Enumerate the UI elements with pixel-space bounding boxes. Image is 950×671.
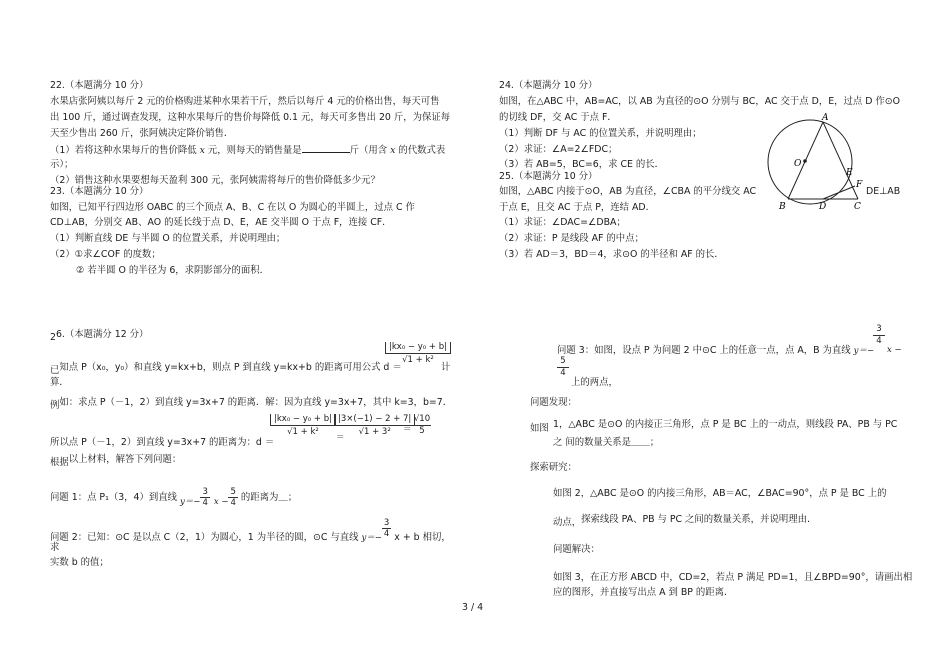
q26-problem3-b: y＝− xyxy=(853,346,875,356)
fraction-3-4-b-den: 4 xyxy=(383,529,390,539)
q26-problem2-d: 求 xyxy=(50,542,60,553)
label-a: A xyxy=(822,113,829,123)
q23-part2a: （2）①求∠COF 的度数； xyxy=(50,249,161,260)
q23-line2: CD⊥AB，分别交 AB、AO 的延长线于点 D、E，AE 交半圆 O 于点 F，连接 CF． xyxy=(50,217,392,228)
q26-example-b: 如：求点 P（－1，2）到直线 y=3x+7 的距离．解：因为直线 y=3x+7，其中 k=3，b=7． xyxy=(59,397,453,408)
q26-problem2-e: 实数 b 的值； xyxy=(50,557,109,568)
q22-var-x2: x xyxy=(390,145,396,156)
q25-header: 25.（本题满分 10 分） xyxy=(499,171,598,182)
fraction-5-4-den: 4 xyxy=(230,498,236,508)
q25-part1: （1）求证：∠DAC=∠DBA； xyxy=(499,217,626,228)
solve-heading: 问题解决： xyxy=(553,544,600,555)
example-result-num: √10 xyxy=(413,414,431,424)
explore-line2-b: 探索线段 PA、PB 与 PC 之间的数量关系，并说明理由. xyxy=(581,514,810,525)
circle-triangle-figure xyxy=(760,108,880,216)
q26-problem3-a: 问题 3：如图，设点 P 为问题 2 中⊙C 上的任意一点，点 A，B 为直线 xyxy=(557,345,854,356)
q22-line2: 出 100 斤，通过调查发现，这种水果每斤的售价每降低 0.1 元，每天可多售出 20 斤，为保证每 xyxy=(50,112,451,123)
equals-1: ＝ xyxy=(336,433,345,443)
q22-part2: （2）销售这种水果要想每天盈利 300 元，张阿姨需将每斤的售价降低多少元？ xyxy=(50,175,380,186)
example-formula xyxy=(270,414,336,438)
q26-intro-a: 已 xyxy=(50,365,60,376)
q25-part2: （2）求证：P 是线段 AF 的中点； xyxy=(499,233,644,244)
fraction-3-4-num: 3 xyxy=(202,487,208,497)
q24-part2: （2）求证：∠A=2∠FDC； xyxy=(499,144,618,155)
figure-circle xyxy=(768,120,852,204)
explore-heading: 探索研究： xyxy=(530,462,577,473)
example-formula-den: √1 + k² xyxy=(270,425,336,438)
q26-example-a: 例 xyxy=(50,400,60,411)
fraction-3-4-den: 4 xyxy=(202,498,208,508)
fraction-3-4-b xyxy=(382,518,391,539)
q26-problem1-a: 问题 1：点 P₁（3，4）到直线 xyxy=(50,492,180,503)
q26-basis-b: 以上材料，解答下列问题： xyxy=(68,454,182,465)
solve-line1: 如图 3，在正方形 ABCD 中，CD=2，若点 P 满足 PD=1，且∠BPD=90°，请画出相 xyxy=(553,572,913,583)
fraction-5-4-c xyxy=(557,356,569,379)
explore-line2 xyxy=(553,513,810,526)
example-result xyxy=(413,414,431,437)
q26-problem3 xyxy=(557,344,874,358)
label-o: O xyxy=(794,159,802,169)
discover-fig1-a: 如图 xyxy=(530,423,549,434)
q22-part1-c: 斤（用含 xyxy=(349,145,391,156)
q22-part1-a: （1）若将这种水果每斤的售价降低 xyxy=(50,145,200,156)
equals-2: ＝ xyxy=(403,425,412,435)
q22-part1-d: 的代数式表 xyxy=(395,145,446,156)
distance-formula-num: |kx₀ − y₀ + b| xyxy=(385,342,451,353)
explore-line2-a: 动点， xyxy=(553,517,582,528)
q24-line1: 如图，在△ABC 中，AB=AC，以 AB 为直径的⊙O 分别与 BC，AC 交于点 D，E，过点 D 作⊙O xyxy=(499,96,901,107)
q26-problem2-a: 问题 2：已知：⊙C 是以点 C（2，1）为圆心，1 为半径的圆，⊙C 与直线 xyxy=(50,532,362,543)
figure-svg xyxy=(760,108,880,216)
distance-formula-den: √1 + k² xyxy=(385,353,451,366)
q26-header-prefix: 2 xyxy=(50,332,56,343)
solve-line2: 应的图形，并直接写出点 A 到 BP 的距离． xyxy=(553,587,734,598)
fraction-3-4-c-num: 3 xyxy=(876,324,882,334)
q26-so-line: 所以点 P（－1，2）到直线 y=3x+7 的距离为：d ＝ xyxy=(50,437,275,448)
q22-var-x: x xyxy=(199,145,205,156)
q26-problem1-d: 的距离为＿； xyxy=(237,492,298,503)
q26-problem2-c: x + b 相切， xyxy=(391,532,451,543)
fraction-3-4 xyxy=(200,487,209,508)
q26-intro-b: 知点 P（x₀，y₀）和直线 y=kx+b，则点 P 到直线 y=kx+b 的距离可用公式 d ＝ xyxy=(59,362,402,373)
q26-problem3-c: x − xyxy=(887,345,902,355)
label-e: E xyxy=(846,168,853,178)
example-substituted-num: |3×(−1) − 2 + 7| xyxy=(334,414,415,425)
q26-basis-a: 根据 xyxy=(50,457,69,468)
fraction-5-4 xyxy=(228,487,237,508)
label-c: C xyxy=(854,202,861,212)
q26-header xyxy=(50,328,148,341)
q26-problem1 xyxy=(50,487,297,508)
q22-answer-blank[interactable] xyxy=(302,143,350,153)
q22-header: 22.（本题满分 10 分） xyxy=(50,80,149,91)
q26-example xyxy=(50,396,452,409)
label-f: F xyxy=(856,180,863,190)
explore-line1: 如图 2，△ABC 是⊙O 的内接三角形，AB＝AC，∠BAC=90°，点 P 是 BC 上的 xyxy=(553,488,887,499)
q22-part1 xyxy=(50,143,445,157)
q23-part1: （1）判断直线 DE 与半圆 O 的位置关系，并说明理由； xyxy=(50,233,286,244)
fraction-3-4-b-num: 3 xyxy=(383,518,390,528)
q26-problem2-b: y＝− xyxy=(361,533,382,543)
fraction-5-4-c-den: 4 xyxy=(557,367,569,379)
q22-part1-b: 元，则每天的销售量是 xyxy=(204,145,302,156)
q26-intro-d: 算． xyxy=(50,377,69,388)
q24-line2: 的切线 DF，交 AC 于点 F． xyxy=(499,112,617,123)
q22-line3: 天至少售出 260 斤，张阿姨决定降价销售． xyxy=(50,128,234,139)
q26-problem3-d: 上的两点， xyxy=(571,377,618,388)
center-point-o xyxy=(803,159,807,163)
q22-line1: 水果店张阿姨以每斤 2 元的价格购进某种水果若干斤，然后以每斤 4 元的价格出售，每天可售 xyxy=(50,96,440,107)
q26-problem1-c: x − xyxy=(213,497,229,507)
tangent-df xyxy=(823,186,855,199)
discover-heading: 问题发现： xyxy=(530,397,577,408)
q25-line2: 于点 E，且交 AC 于点 P，连结 AD． xyxy=(499,202,656,213)
q26-intro xyxy=(50,364,402,377)
q23-line1: 如图，已知平行四边形 OABC 的三个顶点 A、B、C 在以 O 为圆心的半圆上，过点 C 作 xyxy=(50,202,415,213)
fraction-3-4-c xyxy=(873,324,885,347)
page-number: 3 / 4 xyxy=(462,602,484,613)
q24-part3: （3）若 AB=5，BC=6，求 CE 的长． xyxy=(499,159,665,170)
fraction-5-4-num: 5 xyxy=(230,487,236,497)
example-result-den: 5 xyxy=(413,425,431,437)
q26-problem1-b: y＝− xyxy=(180,497,201,507)
fraction-3-4-c-den: 4 xyxy=(873,335,885,347)
q24-header: 24.（本题满分 10 分） xyxy=(499,80,598,91)
discover-fig1-b: 1，△ABC 是⊙O 的内接正三角形，点 P 是 BC 上的一动点，则线段 PA、PB 与 PC xyxy=(553,419,898,430)
label-d: D xyxy=(819,202,827,212)
q26-problem2 xyxy=(50,518,451,548)
q25-line1: 如图，△ABC 内接于⊙O，AB 为直径，∠CBA 的平分线交 AC xyxy=(499,186,757,197)
label-b: B xyxy=(779,202,786,212)
q22-part1-end: 示）； xyxy=(50,159,74,170)
q23-header: 23.（本题满分 10 分） xyxy=(50,186,149,197)
q26-intro-c: 计 xyxy=(441,362,451,373)
discover-fig1-c: 之 间的数量关系是＿＿； xyxy=(553,437,660,448)
example-formula-num: |kx₀ − y₀ + b| xyxy=(270,414,336,425)
q26-header-rest: 6.（本题满分 12 分） xyxy=(55,329,149,340)
q26-basis xyxy=(50,453,181,466)
q23-part2b: ② 若半圆 O 的半径为 6，求阴影部分的面积． xyxy=(76,265,270,276)
fraction-5-4-c-num: 5 xyxy=(560,356,566,366)
q25-line1-right: DE⊥AB xyxy=(866,186,901,197)
q25-part3: （3）若 AD＝3，BD＝4，求⊙O 的半径和 AF 的长． xyxy=(499,249,724,260)
q24-part1: （1）判断 DF 与 AC 的位置关系，并说明理由； xyxy=(499,128,702,139)
example-substituted-den: √1 + 3² xyxy=(334,425,415,438)
